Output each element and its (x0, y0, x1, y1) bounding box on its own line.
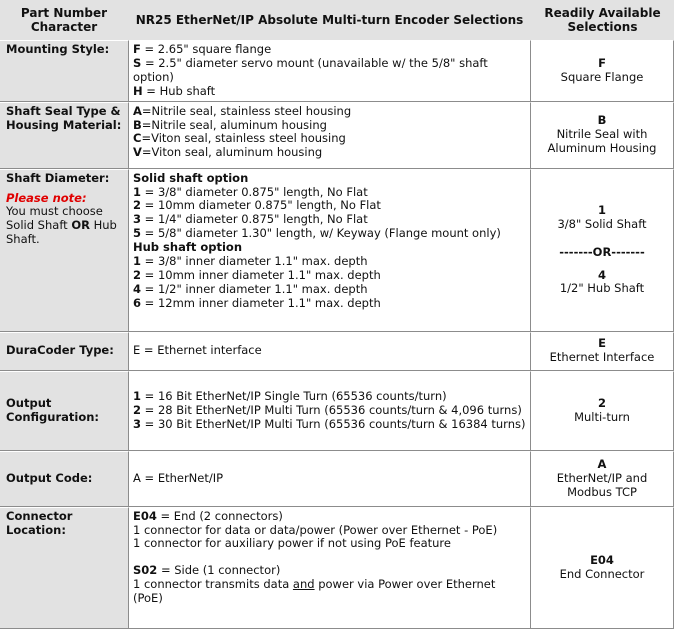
row-shaft-diameter (0, 169, 674, 332)
connector-option-e04: E04 = End (2 connectors) (133, 508, 283, 523)
duracoder-label: DuraCoder Type: (0, 332, 128, 371)
seal-available (531, 102, 674, 169)
diameter-available-text-1: 3/8" Solid Shaft (557, 216, 647, 231)
seal-option-v: V=Viton seal, aluminum housing (133, 145, 323, 160)
seal-label: Shaft Seal Type & Housing Material: (0, 102, 128, 169)
row-duracoder-type (0, 332, 674, 371)
solid-option-5: 5 = 5/8" diameter 1.30" length, w/ Keyway (Flange mount only) (133, 226, 501, 241)
row-shaft-seal (0, 102, 674, 169)
diameter-available-text-2: 1/2" Hub Shaft (559, 281, 645, 296)
connector-option-s02: S02 = Side (1 connector) (133, 563, 281, 578)
output-config-available-code: 2 (597, 395, 606, 410)
diameter-label-cell (0, 169, 128, 332)
seal-option-a: A=Nitrile seal, stainless steel housing (133, 103, 352, 118)
diameter-available-code-1: 1 (597, 202, 606, 217)
mounting-label: Mounting Style: (0, 40, 128, 102)
row-mounting-style (0, 40, 674, 102)
hub-option-2: 2 = 10mm inner diameter 1.1" max. depth (133, 267, 381, 282)
diameter-available-or: -------OR------- (559, 244, 645, 259)
output-config-option-3: 3 = 30 Bit EtherNet/IP Multi Turn (65536 counts/turn & 16384 turns) (133, 416, 526, 431)
mounting-available-text: Square Flange (560, 69, 644, 84)
solid-option-3: 3 = 1/4" diameter 0.875" length, No Flat (133, 212, 368, 227)
output-config-label: Output Configuration: (0, 371, 128, 451)
output-config-option-2: 2 = 28 Bit EtherNet/IP Multi Turn (65536 counts/turn & 4,096 turns) (133, 402, 522, 417)
seal-options (128, 102, 531, 169)
header-part-number: Part Number Character (0, 0, 128, 40)
mounting-option-s: S = 2.5" diameter servo mount (unavailable w/ the 5/8" shaft option) (133, 55, 488, 84)
solid-option-1: 1 = 3/8" diameter 0.875" length, No Flat (133, 184, 368, 199)
duracoder-available-code: E (598, 336, 606, 351)
row-output-configuration (0, 371, 674, 451)
output-code-label: Output Code: (0, 451, 128, 507)
hub-option-4: 4 = 1/2" inner diameter 1.1" max. depth (133, 281, 368, 296)
seal-option-c: C=Viton seal, stainless steel housing (133, 131, 346, 146)
output-code-available-code: A (597, 456, 607, 471)
mounting-option-h: H = Hub shaft (133, 83, 216, 98)
connector-available-text: End Connector (559, 566, 645, 581)
header-row (0, 0, 674, 40)
output-config-option-1: 1 = 16 Bit EtherNet/IP Single Turn (65536 counts/turn) (133, 388, 447, 403)
connector-available (531, 507, 674, 629)
connector-label: Connector Location: (0, 507, 128, 629)
diameter-note: Please note: You must choose Solid Shaft OR Hub Shaft. (6, 190, 117, 247)
mounting-options (128, 40, 531, 102)
seal-option-b: B=Nitrile seal, aluminum housing (133, 117, 327, 132)
hub-option-6: 6 = 12mm inner diameter 1.1" max. depth (133, 295, 381, 310)
row-output-code (0, 451, 674, 507)
seal-available-code: B (597, 113, 607, 128)
mounting-option-f: F = 2.65" square flange (133, 42, 272, 56)
row-connector-location (0, 507, 674, 629)
solid-shaft-heading: Solid shaft option (133, 170, 249, 185)
hub-option-1: 1 = 3/8" inner diameter 1.1" max. depth (133, 254, 368, 269)
connector-e04-line-2: 1 connector for auxiliary power if not using PoE feature (133, 536, 451, 551)
connector-e04-line-1: 1 connector for data or data/power (Power over Ethernet - PoE) (133, 522, 498, 537)
connector-available-code: E04 (590, 552, 614, 567)
header-available: Readily Available Selections (531, 0, 674, 40)
please-note: Please note: (6, 190, 87, 205)
output-config-available-text: Multi-turn (574, 409, 630, 424)
output-config-available (531, 371, 674, 451)
diameter-available (531, 169, 674, 332)
output-code-available-text: EtherNet/IP and Modbus TCP (556, 470, 648, 499)
output-code-available (531, 451, 674, 507)
mounting-available-code: F (598, 55, 606, 70)
mounting-available (531, 40, 674, 102)
output-code-text: A = EtherNet/IP (128, 451, 531, 507)
output-config-options (128, 371, 531, 451)
solid-option-2: 2 = 10mm diameter 0.875" length, No Flat (133, 198, 381, 213)
hub-shaft-heading: Hub shaft option (133, 240, 243, 255)
duracoder-available (531, 332, 674, 371)
duracoder-available-text: Ethernet Interface (549, 350, 655, 365)
diameter-options (128, 169, 531, 332)
connector-s02-line: 1 connector transmits data and power via Power over Ethernet (PoE) (133, 577, 496, 606)
header-selections: NR25 EtherNet/IP Absolute Multi-turn Encoder Selections (128, 0, 531, 40)
duracoder-text: E = Ethernet interface (128, 332, 531, 371)
diameter-label: Shaft Diameter: (6, 170, 110, 185)
connector-options (128, 507, 531, 629)
diameter-available-code-2: 4 (597, 267, 606, 282)
seal-available-text: Nitrile Seal with Aluminum Housing (547, 127, 657, 156)
